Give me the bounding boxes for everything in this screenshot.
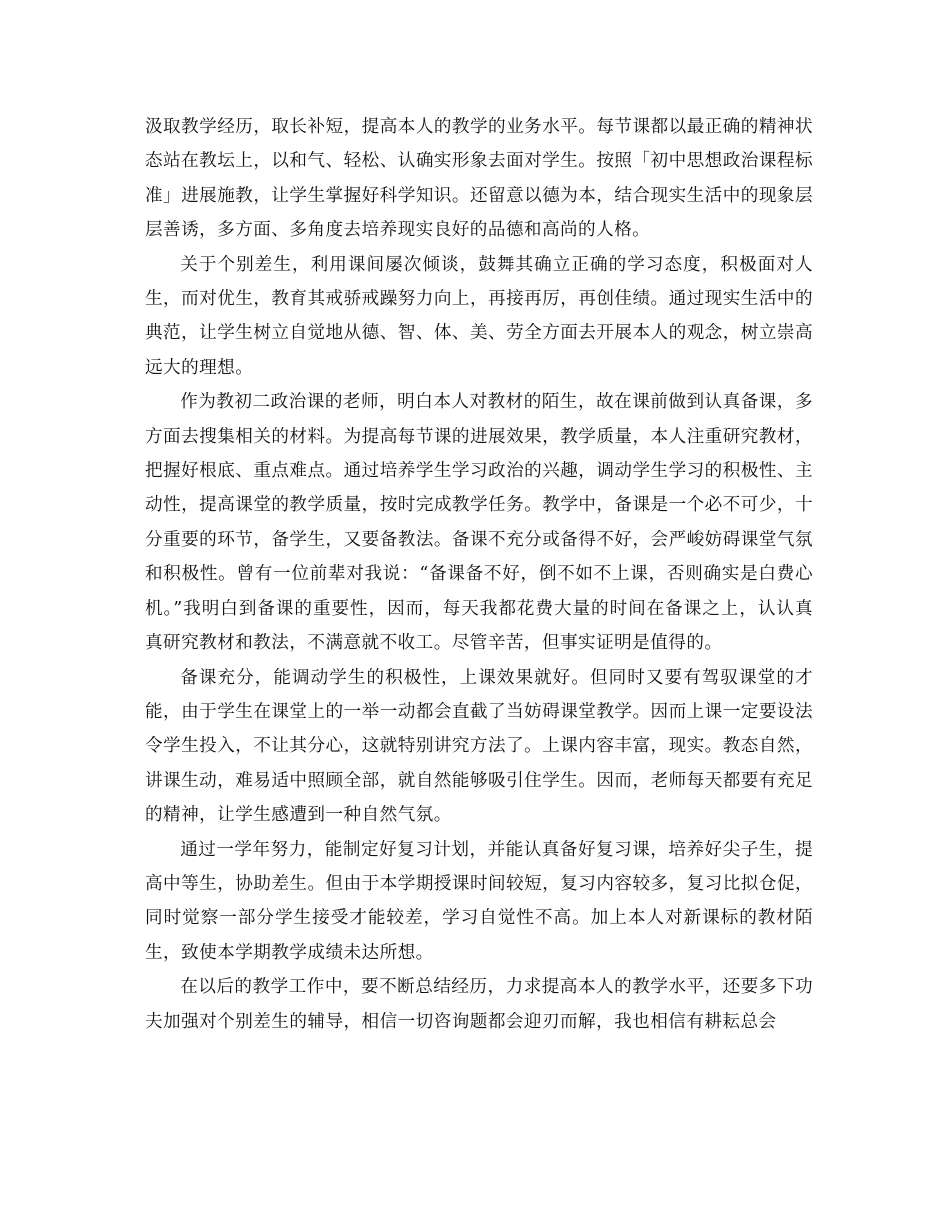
paragraph-6: 在以后的教学工作中，要不断总结经历，力求提高本人的教学水平，还要多下功夫加强对个别差生的辅导，相信一切咨询题都会迎刃而解，我也相信有耕耘总会 (145, 977, 813, 1032)
paragraph-1: 汲取教学经历，取长补短，提高本人的教学的业务水平。每节课都以最正确的精神状态站在教坛上，以和气、轻松、认确实形象去面对学生。按照「初中思想政治课程标准」进展施教，让学生掌握好科学知识。还留意以德为本，结合现实生活中的现象层层善诱，多方面、多角度去培养现实良好的品德和高尚的人格。 (145, 117, 813, 241)
document-body (145, 110, 813, 1039)
paragraph-4: 备课充分，能调动学生的积极性，上课效果就好。但同时又要有驾驭课堂的才能，由于学生在课堂上的一举一动都会直截了当妨碍课堂教学。因而上课一定要设法令学生投入，不让其分心，这就特别讲究方法了。上课内容丰富，现实。教态自然，讲课生动，难易适中照顾全部，就自然能够吸引住学生。因而，老师每天都要有充足的精神，让学生感遭到一种自然气氛。 (145, 667, 813, 826)
paragraph-2: 关于个别差生，利用课间屡次倾谈，鼓舞其确立正确的学习态度，积极面对人生，而对优生，教育其戒骄戒躁努力向上，再接再厉，再创佳绩。通过现实生活中的典范，让学生树立自觉地从德、智、体、美、劳全方面去开展本人的观念，树立崇高远大的理想。 (145, 254, 813, 378)
paragraph-5: 通过一学年努力，能制定好复习计划，并能认真备好复习课，培养好尖子生，提高中等生，协助差生。但由于本学期授课时间较短，复习内容较多，复习比拟仓促，同时觉察一部分学生接受才能较差，学习自觉性不高。加上本人对新课标的教材陌生，致使本学期教学成绩未达所想。 (145, 839, 813, 963)
paragraph-3: 作为教初二政治课的老师，明白本人对教材的陌生，故在课前做到认真备课，多方面去搜集相关的材料。为提高每节课的进展效果，教学质量，本人注重研究教材，把握好根底、重点难点。通过培养学生学习政治的兴趣，调动学生学习的积极性、主动性，提高课堂的教学质量，按时完成教学任务。教学中，备课是一个必不可少，十分重要的环节，备学生，又要备教法。备课不充分或备得不好，会严峻妨碍课堂气氛和积极性。曾有一位前辈对我说：“备课备不好，倒不如不上课，否则确实是白费心机。”我明白到备课的重要性，因而，每天我都花费大量的时间在备课之上，认认真真研究教材和教法，不满意就不收工。尽管辛苦，但事实证明是值得的。 (145, 392, 813, 654)
